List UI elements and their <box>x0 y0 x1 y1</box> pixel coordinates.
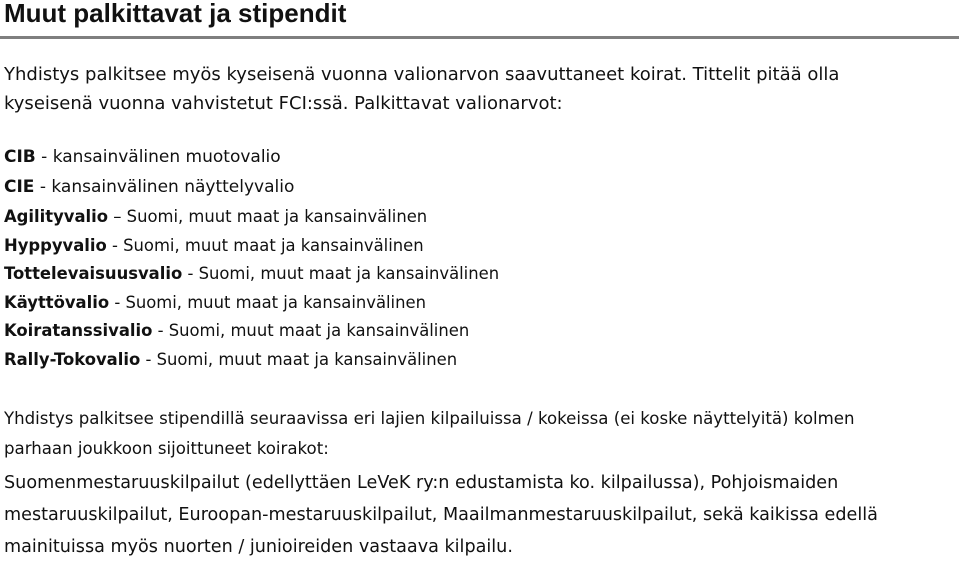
intro-paragraph <box>4 60 839 118</box>
title-item-working <box>4 289 499 318</box>
title-description: - Suomi, muut maat ja kansainvälinen <box>109 292 426 312</box>
title-description: - Suomi, muut maat ja kansainvälinen <box>106 235 424 255</box>
title-description: - Suomi, muut maat ja kansainvälinen <box>140 349 458 369</box>
title-item-rally-obedience <box>4 346 499 375</box>
title-description: - Suomi, muut maat ja kansainvälinen <box>182 264 500 283</box>
title-description: - kansainvälinen muotovalio <box>35 147 281 167</box>
title-term: Agilityvalio <box>4 207 109 226</box>
title-term: Käyttövalio <box>4 292 110 312</box>
title-description: - Suomi, muut maat ja kansainvälinen <box>152 321 470 340</box>
title-item-jumping <box>4 232 499 261</box>
competitions-line-2: mestaruuskilpailut, Euroopan-mestaruuskilpailut, Maailmanmestaruuskilpailut, sekä kaikissa edellä <box>4 505 878 525</box>
title-description: – Suomi, muut maat ja kansainvälinen <box>108 207 428 226</box>
title-item-agility <box>4 203 499 232</box>
stipend-paragraph <box>4 404 854 464</box>
competitions-line-1: Suomenmestaruuskilpailut (edellyttäen LeVeK ry:n edustamista ko. kilpailussa), Pohjoismaiden <box>4 473 839 493</box>
title-underline <box>0 36 959 39</box>
title-item-cib <box>4 142 294 172</box>
title-term: CIE <box>4 177 35 197</box>
title-term: Rally-Tokovalio <box>4 349 141 369</box>
title-term: Tottelevaisuusvalio <box>4 264 183 283</box>
stipend-line-1: Yhdistys palkitsee stipendillä seuraavissa eri lajien kilpailuissa / kokeissa (ei koske näyttelyitä) kolmen <box>4 409 855 428</box>
title-term: CIB <box>4 147 36 167</box>
title-term: Hyppyvalio <box>4 235 107 255</box>
title-item-obedience <box>4 260 499 289</box>
title-description: - kansainvälinen näyttelyvalio <box>34 177 295 197</box>
intro-line-1: Yhdistys palkitsee myös kyseisenä vuonna valionarvon saavuttaneet koirat. Tittelit pitää olla <box>4 64 840 85</box>
champion-titles-list <box>4 203 499 374</box>
title-item-cie <box>4 172 294 202</box>
title-item-dog-dance <box>4 317 499 346</box>
page-title: Muut palkittavat ja stipendit <box>4 0 347 28</box>
competitions-line-3: mainituissa myös nuorten / junioireiden vastaava kilpailu. <box>4 537 513 557</box>
international-titles-list <box>4 142 294 202</box>
intro-line-2: kyseisenä vuonna vahvistetut FCI:ssä. Palkittavat valionarvot: <box>4 93 563 114</box>
title-term: Koiratanssivalio <box>4 321 153 340</box>
stipend-line-2: parhaan joukkoon sijoittuneet koirakot: <box>4 439 329 458</box>
competitions-paragraph <box>4 467 878 563</box>
